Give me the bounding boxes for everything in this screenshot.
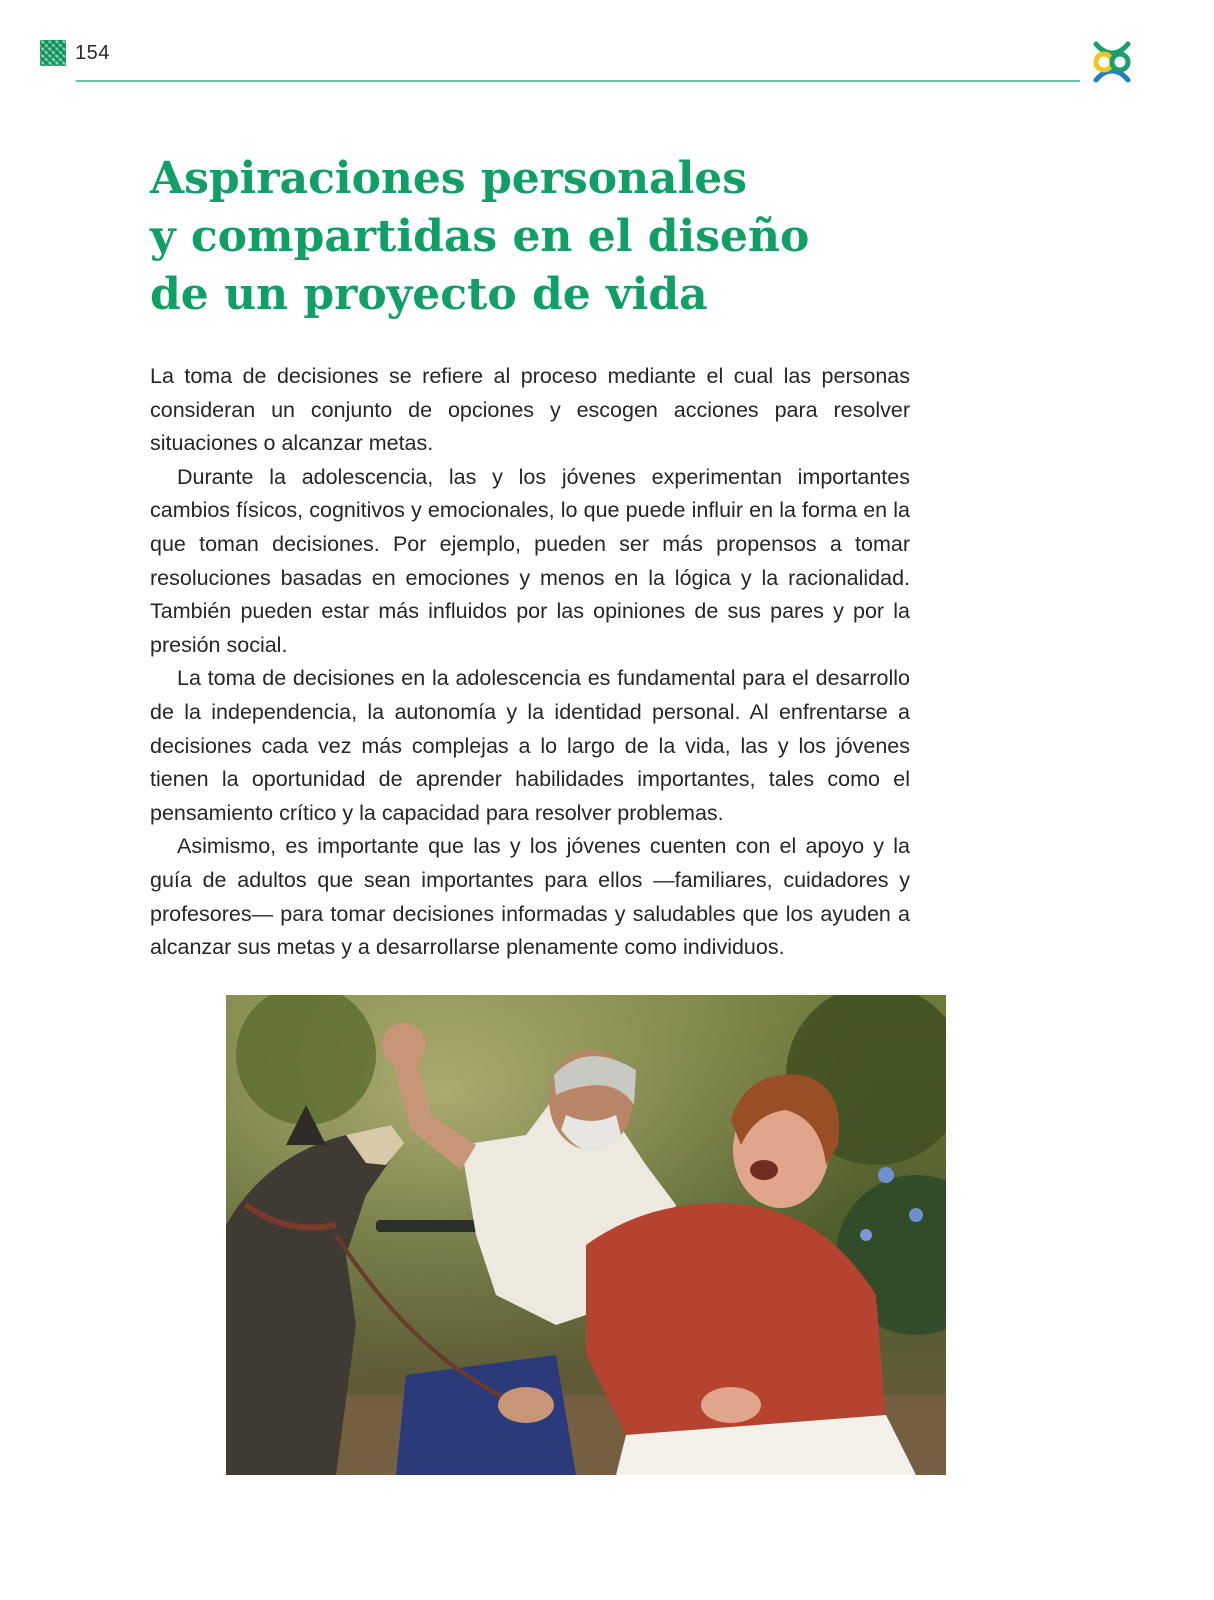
brand-logo-icon: [1088, 38, 1136, 86]
paragraph-3: La toma de decisiones en la adolescencia es fundamental para el desarrollo de la independencia, la autonomía y la identidad personal. Al enfrentarse a decisiones cada vez más complejas a lo largo de la vida, las y los jóvenes tienen la oportunidad de aprender habilidades importantes, tales como el pensamiento crítico y la capacidad para resolver problemas.: [150, 666, 910, 825]
photo-illustration: [226, 995, 946, 1475]
header-divider: [76, 80, 1080, 82]
paragraph-1: La toma de decisiones se refiere al proceso mediante el cual las personas consideran un conjunto de opciones y escogen acciones para resolver situaciones o alcanzar metas.: [150, 364, 910, 456]
paragraph-4: Asimismo, es importante que las y los jóvenes cuenten con el apoyo y la guía de adultos que sean importantes para ellos —familiares, cuidadores y profesores— para tomar decisiones informadas y saludables que los ayuden a alcanzar sus metas y a desarrollarse plenamente como individuos.: [150, 834, 910, 960]
body-text: [150, 360, 910, 965]
title-line-1: Aspiraciones personales: [150, 153, 748, 204]
title-line-2: y compartidas en el diseño: [150, 211, 810, 262]
page-number: 154: [75, 42, 110, 64]
paragraph-2: Durante la adolescencia, las y los jóvenes experimentan importantes cambios físicos, cognitivos y emocionales, lo que puede influir en la forma en la que toman decisiones. Por ejemplo, pueden ser más propensos a tomar resoluciones basadas en emociones y menos en la lógica y la racionalidad. También pueden estar más influidos por las opiniones de sus pares y por la presión social.: [150, 464, 910, 657]
photo-couple-with-dog: [226, 995, 946, 1475]
page-title: [150, 150, 850, 324]
page-badge-icon: [40, 40, 66, 66]
title-line-3: de un proyecto de vida: [150, 269, 708, 320]
